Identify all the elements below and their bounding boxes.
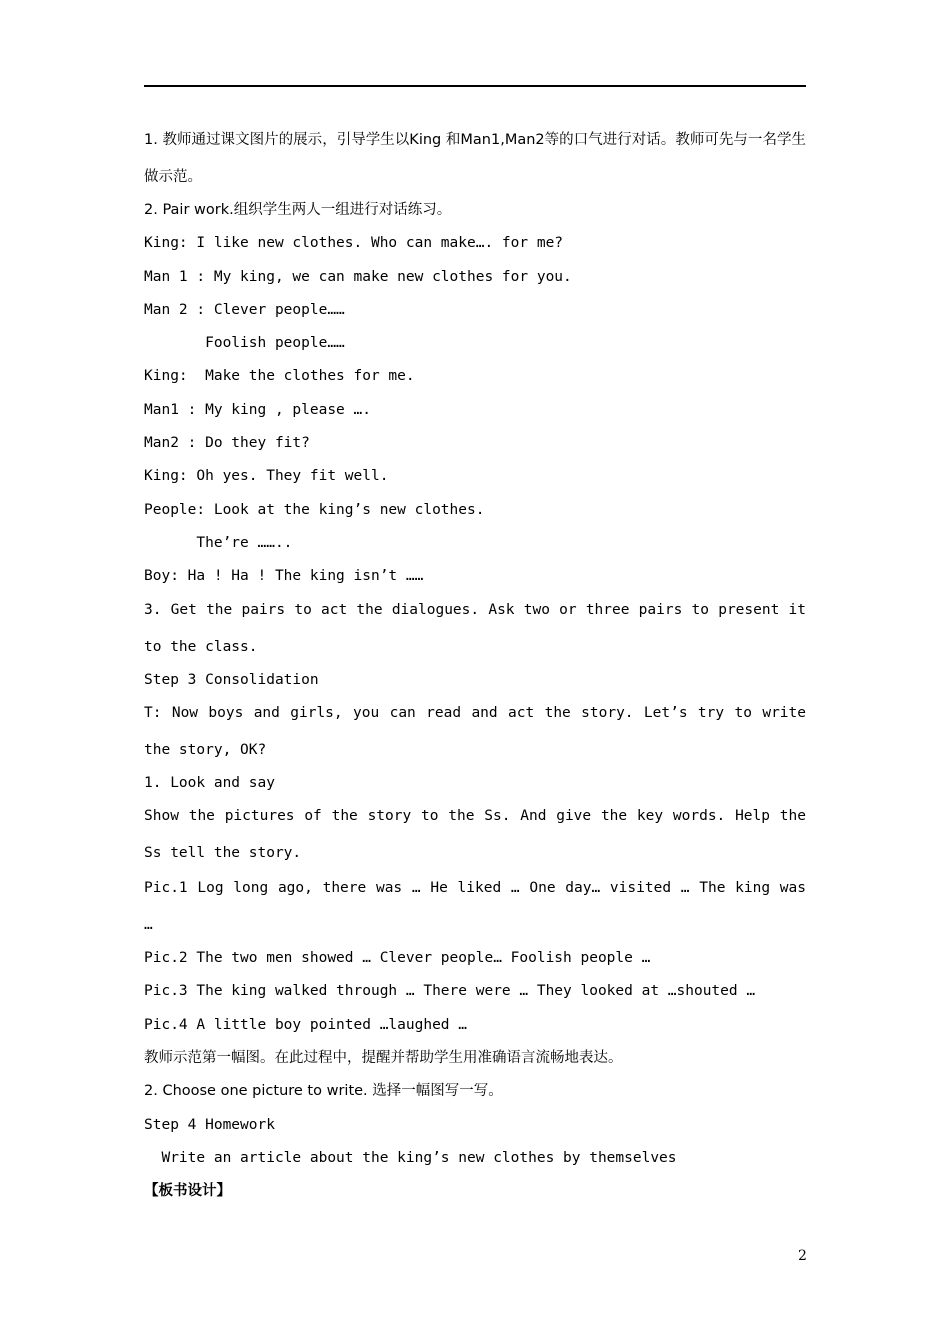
- pic-1-keywords: Pic.1 Log long ago, there was … He liked … One day… visited … The king was …: [144, 880, 806, 934]
- teacher-demo-note: 教师示范第一幅图。在此过程中，提醒并帮助学生用准确语言流畅地表达。: [144, 1050, 623, 1067]
- dialogue-line-man2-1: Man 2 : Clever people……: [144, 301, 345, 318]
- dialogue-line-boy: Boy: Ha ! Ha ! The king isn’t ……: [144, 568, 424, 585]
- step-4-heading: Step 4 Homework: [144, 1116, 275, 1133]
- show-pictures-instruction: Show the pictures of the story to the Ss. And give the key words. Help the Ss tell the story.: [144, 808, 806, 862]
- instruction-1: 1. 教师通过课文图片的展示，引导学生以King 和Man1,Man2等的口气进行对话。教师可先与一名学生做示范。: [144, 132, 806, 185]
- dialogue-line-people-2: The’re ……..: [144, 534, 302, 551]
- look-and-say: 1. Look and say: [144, 774, 275, 791]
- pic-2-keywords: Pic.2 The two men showed … Clever people… Foolish people …: [144, 950, 651, 967]
- choose-picture: 2. Choose one picture to write. 选择一幅图写一写。: [144, 1083, 503, 1100]
- dialogue-line-man2-3: Man2 : Do they fit?: [144, 435, 310, 452]
- dialogue-line-king-1: King: I like new clothes. Who can make…. for me?: [144, 235, 564, 252]
- dialogue-line-man2-2: Foolish people……: [144, 335, 345, 352]
- dialogue-line-king-3: King: Oh yes. They fit well.: [144, 468, 389, 485]
- dialogue-line-man1-1: Man 1 : My king, we can make new clothes for you.: [144, 268, 572, 285]
- pic-4-keywords: Pic.4 A little boy pointed …laughed …: [144, 1016, 468, 1033]
- header-rule: [144, 85, 806, 87]
- dialogue-line-king-2: King: Make the clothes for me.: [144, 368, 415, 385]
- step-3-heading: Step 3 Consolidation: [144, 671, 319, 688]
- dialogue-line-man1-2: Man1 : My king , please ….: [144, 401, 371, 418]
- instruction-2: 2. Pair work.组织学生两人一组进行对话练习。: [144, 202, 452, 218]
- board-design-heading: 【板书设计】: [144, 1183, 231, 1200]
- pic-3-keywords: Pic.3 The king walked through … There were … They looked at …shouted …: [144, 983, 756, 1000]
- homework-task: Write an article about the king’s new clothes by themselves: [144, 1149, 677, 1166]
- instruction-3: 3. Get the pairs to act the dialogues. Ask two or three pairs to present it to the class.: [144, 601, 806, 655]
- teacher-prompt: T: Now boys and girls, you can read and act the story. Let’s try to write the story, OK?: [144, 704, 806, 758]
- document-body: [144, 124, 806, 1209]
- page-number: 2: [798, 1248, 807, 1264]
- dialogue-line-people-1: People: Look at the king’s new clothes.: [144, 501, 485, 518]
